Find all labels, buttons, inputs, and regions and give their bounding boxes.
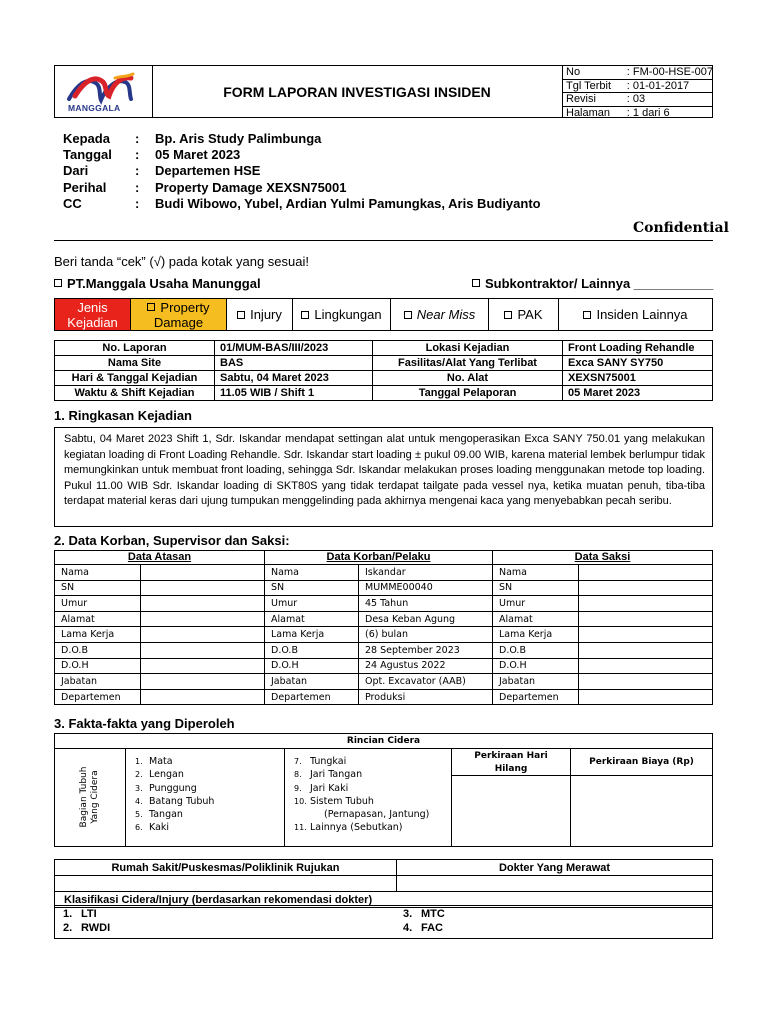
instruction-text: Beri tanda “cek” (√) pada kotak yang sesuai! — [54, 254, 309, 269]
field-label: Nama — [55, 565, 141, 581]
field-label: Alamat — [493, 611, 579, 627]
company-option-label: PT.Manggala Usaha Manunggal — [67, 276, 261, 291]
incident-type-row — [54, 298, 713, 331]
checkbox-icon[interactable] — [583, 311, 591, 319]
field-label: D.O.B — [55, 642, 141, 658]
company-logo — [55, 66, 153, 117]
table-row: No. Laporan 01/MUM-BAS/III/2023 Lokasi Kejadian Front Loading Rehandle — [55, 341, 713, 356]
section-title: 3. Fakta-fakta yang Diperoleh — [54, 716, 235, 731]
field-label: D.O.B — [265, 642, 359, 658]
korban-value: Desa Keban Agung — [359, 611, 493, 627]
classification-option[interactable]: 1. LTI — [63, 908, 97, 920]
atasan-value — [141, 611, 265, 627]
checkbox-icon[interactable] — [472, 279, 480, 287]
section-title: 2. Data Korban, Supervisor dan Saksi: — [54, 533, 290, 548]
table-row: Nama Site BAS Fasilitas/Alat Yang Terlibat Exca SANY SY750 — [55, 356, 713, 371]
address-value: Budi Wibowo, Yubel, Ardian Yulmi Pamungkas, Aris Budiyanto — [155, 195, 541, 211]
field-label: SN — [493, 580, 579, 596]
body-part-item: 5. Tangan — [135, 809, 183, 821]
checkbox-icon[interactable] — [237, 311, 245, 319]
address-value: Property Damage XEXSN75001 — [155, 179, 347, 195]
field-label: D.O.H — [55, 658, 141, 674]
meta-value: : 03 — [624, 93, 713, 107]
korban-value: 24 Agustus 2022 — [359, 658, 493, 674]
field-label: D.O.B — [493, 642, 579, 658]
injury-details-header: Rincian Cidera — [55, 734, 712, 749]
body-part-item: 7. Tungkai — [294, 756, 347, 767]
saksi-value — [579, 596, 713, 612]
table-row — [55, 596, 713, 612]
body-part-item: 3. Punggung — [135, 782, 197, 794]
incident-option-property-damage[interactable]: Property Damage — [131, 299, 227, 330]
korban-value: 45 Tahun — [359, 596, 493, 612]
incident-info-table — [54, 340, 713, 401]
estimated-cost-cell: Perkiraan Biaya (Rp) — [571, 749, 712, 846]
field-label: Nama — [265, 565, 359, 581]
field-label: Umur — [265, 596, 359, 612]
atasan-value — [141, 642, 265, 658]
atasan-value — [141, 658, 265, 674]
form-header — [54, 65, 713, 118]
address-label: Dari — [63, 163, 89, 179]
saksi-value — [579, 565, 713, 581]
table-row — [55, 611, 713, 627]
field-label: Departemen — [265, 689, 359, 705]
field-label: Lama Kerja — [55, 627, 141, 643]
table-row — [55, 565, 713, 581]
meta-value: : 1 dari 6 — [626, 107, 670, 120]
saksi-value — [579, 627, 713, 643]
body-part-item: 6. Kaki — [135, 822, 170, 834]
checkbox-icon[interactable] — [54, 279, 62, 287]
korban-value: 28 September 2023 — [359, 642, 493, 658]
body-part-item: 1. Mata — [135, 756, 173, 767]
address-label: Tanggal — [63, 147, 112, 163]
field-label: Alamat — [265, 611, 359, 627]
field-label: Lama Kerja — [265, 627, 359, 643]
estimated-lost-days-cell: Perkiraan Hari Hilang — [452, 749, 571, 846]
saksi-value — [579, 658, 713, 674]
body-part-item: 9. Jari Kaki — [294, 782, 349, 794]
incident-option-lainnya[interactable]: Insiden Lainnya — [559, 299, 712, 330]
incident-option-pak[interactable]: PAK — [489, 299, 559, 330]
table-row — [55, 658, 713, 674]
address-label: CC — [63, 195, 82, 211]
body-part-item: 11. Lainnya (Sebutkan) — [294, 822, 403, 834]
field-label: Lama Kerja — [493, 627, 579, 643]
atasan-value — [141, 674, 265, 690]
memo-address-block: Kepada : Bp. Aris Study Palimbunga Tanggal : 05 Maret 2023 Dari : Departemen HSE Perihal : Property Damage XEXSN75001 CC : Budi Wibowo, Yubel, Ardian Yulmi Pamungkas, Aris Budiyanto — [63, 131, 541, 211]
table-header-row — [55, 860, 713, 876]
field-label: Departemen — [55, 689, 141, 705]
checkbox-icon[interactable] — [504, 311, 512, 319]
checkbox-icon[interactable] — [147, 303, 155, 311]
field-label: D.O.H — [265, 658, 359, 674]
body-part-label: Bagian Tubuh — [79, 766, 89, 828]
korban-value: MUMME00040 — [359, 580, 493, 596]
field-label: Umur — [493, 596, 579, 612]
classification-option[interactable]: 2. RWDI — [63, 922, 111, 934]
atasan-value — [141, 627, 265, 643]
field-label: Departemen — [493, 689, 579, 705]
section-title: 1. Ringkasan Kejadian — [54, 408, 192, 423]
form-title: FORM LAPORAN INVESTIGASI INSIDEN — [152, 66, 563, 117]
field-label: D.O.H — [493, 658, 579, 674]
table-row — [55, 876, 713, 892]
hospital-header: Rumah Sakit/Puskesmas/Poliklinik Rujukan — [55, 860, 397, 876]
address-label: Kepada — [63, 131, 110, 146]
subcontractor-option[interactable] — [472, 276, 713, 291]
saksi-value — [579, 642, 713, 658]
injury-classification-label: Klasifikasi Cidera/Injury (berdasarkan rekomendasi dokter) — [55, 892, 713, 908]
meta-label: Tgl Terbit — [563, 79, 624, 93]
table-header-row: Data Atasan Data Korban/Pelaku Data Saksi — [55, 551, 713, 565]
atasan-value — [141, 689, 265, 705]
table-row — [55, 674, 713, 690]
table-row: Waktu & Shift Kejadian 11.05 WIB / Shift 1 Tanggal Pelaporan 05 Maret 2023 — [55, 386, 713, 401]
table-row — [55, 689, 713, 705]
meta-value: : FM-00-HSE-007 — [624, 66, 713, 79]
hospital-field[interactable] — [55, 876, 397, 892]
subcontractor-option-label: Subkontraktor/ Lainnya ___________ — [485, 276, 714, 291]
incident-option-near-miss[interactable]: Near Miss — [391, 299, 489, 330]
field-label: Jabatan — [493, 674, 579, 690]
address-value: Bp. Aris Study Palimbunga — [155, 131, 322, 146]
field-label: Jabatan — [265, 674, 359, 690]
meta-value: : 01-01-2017 — [624, 79, 713, 93]
field-label: SN — [265, 580, 359, 596]
doctor-header: Dokter Yang Merawat — [397, 860, 713, 876]
field-label: Alamat — [55, 611, 141, 627]
atasan-value — [141, 580, 265, 596]
table-row — [55, 627, 713, 643]
field-label: Umur — [55, 596, 141, 612]
doctor-field[interactable] — [397, 876, 713, 892]
body-part-item: 2. Lengan — [135, 769, 184, 781]
body-part-subnote: (Pernapasan, Jantung) — [324, 809, 430, 821]
korban-value: Opt. Excavator (AAB) — [359, 674, 493, 690]
body-part-label-cell — [55, 749, 126, 846]
people-data-table — [54, 550, 713, 705]
table-row: Hari & Tanggal Kejadian Sabtu, 04 Maret 2023 No. Alat XEXSN75001 — [55, 371, 713, 386]
korban-value: Produksi — [359, 689, 493, 705]
saksi-value — [579, 580, 713, 596]
table-row — [55, 642, 713, 658]
table-row — [55, 580, 713, 596]
incident-option-injury[interactable]: Injury — [227, 299, 293, 330]
korban-value: (6) bulan — [359, 627, 493, 643]
field-label: Nama — [493, 565, 579, 581]
body-part-list — [285, 749, 452, 846]
injury-classification-options — [54, 905, 713, 939]
meta-label: No — [563, 66, 624, 79]
logo-text: MANGGALA — [68, 103, 121, 113]
body-part-item: 8. Jari Tangan — [294, 769, 363, 781]
saksi-value — [579, 674, 713, 690]
body-part-item: 4. Batang Tubuh — [135, 795, 215, 807]
atasan-value — [141, 565, 265, 581]
atasan-value — [141, 596, 265, 612]
field-label: Jabatan — [55, 674, 141, 690]
meta-label: Halaman — [566, 107, 611, 120]
meta-label: Revisi — [563, 93, 624, 107]
field-label: SN — [55, 580, 141, 596]
saksi-value — [579, 689, 713, 705]
document-meta — [563, 66, 713, 119]
address-value: 05 Maret 2023 — [155, 147, 241, 163]
incident-type-label: Jenis Kejadian — [55, 299, 131, 330]
classification-option[interactable]: 4. FAC — [403, 922, 443, 934]
confidential-label: Confidential — [633, 220, 729, 236]
checkbox-icon[interactable] — [404, 311, 412, 319]
incident-option-lingkungan[interactable]: Lingkungan — [293, 299, 391, 330]
injury-details-table — [54, 733, 713, 847]
address-value: Departemen HSE — [155, 163, 261, 179]
body-part-item: 10. Sistem Tubuh — [294, 795, 374, 807]
company-option[interactable] — [54, 276, 261, 291]
address-label: Perihal — [63, 179, 107, 195]
hospital-table — [54, 859, 713, 908]
divider — [54, 240, 713, 241]
saksi-value — [579, 611, 713, 627]
body-part-list — [126, 749, 285, 846]
classification-option[interactable]: 3. MTC — [403, 908, 445, 920]
checkbox-icon[interactable] — [301, 311, 309, 319]
body-part-label: Yang Cidera — [90, 770, 100, 824]
incident-summary: Sabtu, 04 Maret 2023 Shift 1, Sdr. Iskandar mendapat settingan alat untuk mengoperasikan Exca SANY 750.01 yang melakukan kegiatan loading di Front Loading Rehandle. Sdr. Iskandar start loading ± pukul 09.00 WIB, karena material lembek berlumpur tidak memungkinkan untuk membuat front loading, sehingga Sdr. Iskandar melakukan proses loading menggunakan metode top loading. Pukul 11.00 WIB Sdr. Iskandar loading di SKT80S yang tidak terdapat tailgate pada vessel nya, ketika muatan penuh, tiba-tiba terdapat material keras dari ujung tumpukan menggelinding pada akhirnya mengenai kaca yang menyebabkan pecah seribu. — [54, 427, 713, 527]
korban-value: Iskandar — [359, 565, 493, 581]
